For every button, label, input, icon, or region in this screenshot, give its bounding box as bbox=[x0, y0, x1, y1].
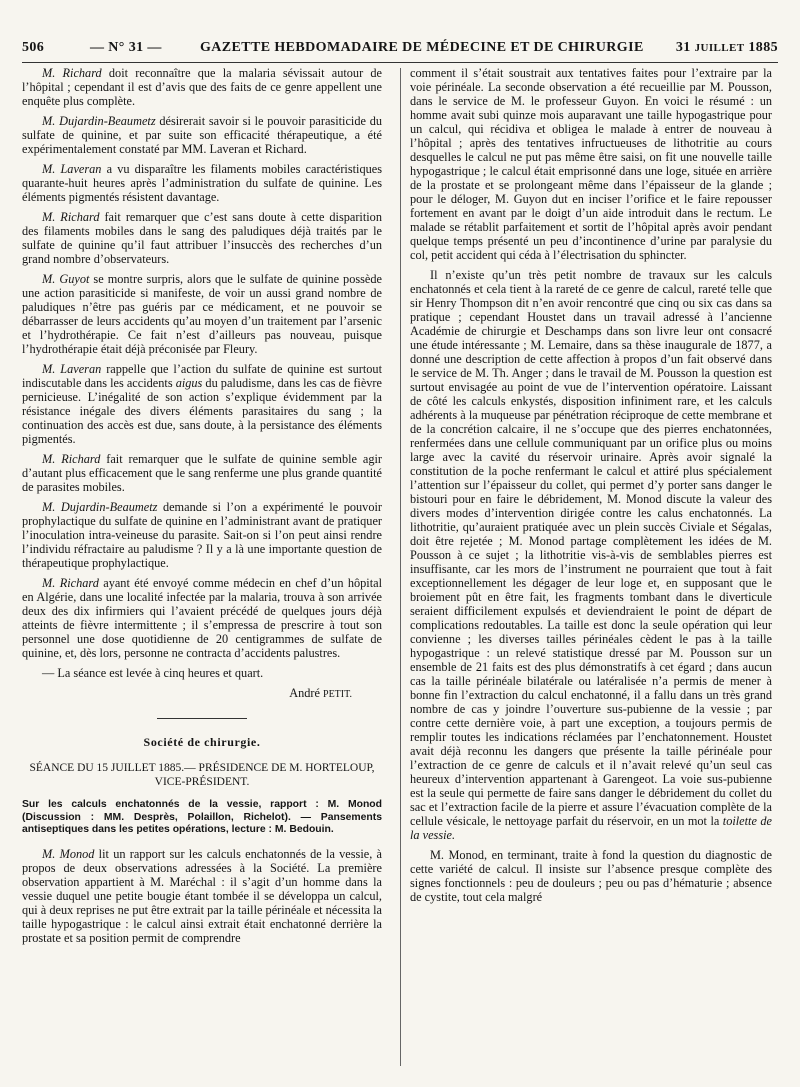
paragraph bbox=[22, 847, 382, 945]
section-title: Société de chirurgie. bbox=[143, 735, 261, 749]
paragraph-text: fait remarquer que le sulfate de quinine semble agir d’autant plus efficacement que le sang renferme une plus grande quantité de parasites mobiles. bbox=[22, 452, 382, 494]
paragraph bbox=[22, 210, 382, 266]
session-agenda: Sur les calculs enchatonnés de la vessie, rapport : M. Monod (Discussion : MM. Desprès, Polaillon, Richelot). — Pansements antiseptiques dans les petites opérations, lecture : M. Bedouin. bbox=[22, 799, 382, 835]
signature-last: PETIT. bbox=[323, 689, 352, 700]
paragraph bbox=[22, 162, 382, 204]
paragraph: comment il s’était soustrait aux tentatives faites pour l’extraire par la voie périnéale. La seconde observation a été recueillie par M. Pousson, dans le service de M. le professeur Guyon. En voici le résumé : un homme avait subi quinze mois auparavant une taille hypogastrique pour un calcul, qui récidiva et obligea le malade à entrer de nouveau à l’hôpital ; après des tentatives infructueuses de lithotritie au cours desquelles le calcul ne put pas même être saisi, on fit une nouvelle taille hypogastrique ; le calcul était emprisonné dans une loge, située en arrière de la prostate et se prolongeant même dans l’épaisseur de la glande ; pour le déloger, M. Guyon dut en inciser l’orifice et le faire repousser fortement en avant par le doigt d’un aide introduit dans le rectum. Le malade se rétablit parfaitement et sortit de l’hôpital après avoir pendant quelque temps présenté un peu d’incontinence d’urine par paralysie du col, petit accident qui céda à l’électrisation du sphincter. bbox=[410, 66, 772, 262]
speaker-name: M. Richard bbox=[42, 576, 99, 590]
speaker-name: M. Dujardin-Beaumetz bbox=[42, 500, 158, 514]
date-month: JUILLET bbox=[694, 42, 745, 54]
paragraph-text: lit un rapport sur les calculs enchatonnés de la vessie, à propos de deux observations adressées à la Société. La première observation appartient à M. Maréchal : il s’agit d’un homme dans la vessie duquel une petite bougie étant tombée il se développa un calcul, qui à deux reprises ne put être extrait par la taille périnéale et nécessita la taille hypogastrique : le calcul ainsi extrait était enchatonné derrière la prostate et sa position permit de comprendre bbox=[22, 846, 382, 945]
session-line: SÉANCE DU 15 JUILLET 1885.— PRÉSIDENCE DE M. HORTELOUP, bbox=[29, 762, 375, 774]
paragraph: M. Monod, en terminant, traite à fond la question du diagnostic de cette variété de calcul. Il insiste sur l’absence presque complète des signes fonctionnels : peu de douleurs ; peu ou pas d’hématurie ; absence de cystite, tout cela malgré bbox=[410, 848, 772, 904]
paragraph-text: désirerait savoir si le pouvoir parasiticide du sulfate de quinine, et par suite son efficacité thérapeutique, a été expérimentalement constaté par MM. Laveran et Richard. bbox=[22, 114, 382, 156]
paragraph bbox=[22, 272, 382, 356]
right-column bbox=[410, 66, 772, 910]
emphasis: toilette de la vessie. bbox=[410, 814, 772, 842]
signature bbox=[22, 686, 352, 702]
date-day: 31 bbox=[675, 40, 691, 55]
page-number: 506 bbox=[22, 40, 45, 55]
section-separator bbox=[157, 718, 247, 719]
speaker-name: M. Laveran bbox=[42, 362, 102, 376]
paragraph bbox=[22, 362, 382, 446]
issue-date bbox=[676, 40, 778, 56]
speaker-name: M. Richard bbox=[42, 452, 101, 466]
paragraph bbox=[22, 500, 382, 570]
signature-first: André bbox=[289, 686, 320, 700]
paragraph-text: fait remarquer que c’est sans doute à cette disparition des filaments mobiles dans le sang des paludiques déjà traités par le sulfate de quinine qu’il faut attribuer l’insuccès des recherches d’un grand nombre d’observateurs. bbox=[22, 210, 382, 266]
paragraph-text: se montre surpris, alors que le sulfate de quinine possède une action parasiticide si manifeste, de voir un aussi grand nombre de paludiques n’être pas guéris par ce médicament, et ne pouvoir se débarrasser de leurs accidents qu’au moyen d’un traitement par l’arsenic et l’hydrothérapie. Ce fait n’est d’ailleurs pas nouveau, puisque l’hydrothérapie était déjà préconisée par Fleury. bbox=[22, 272, 382, 356]
paragraph bbox=[22, 114, 382, 156]
page-header bbox=[22, 40, 778, 60]
paragraph-text: doit reconnaître que la malaria sévissait autour de l’hôpital ; cependant il est d’avis que des faits de ce genre appellent une enquête plus complète. bbox=[22, 66, 382, 108]
session-heading bbox=[22, 761, 382, 789]
paragraph-text: demande si l’on a expérimenté le pouvoir prophylactique du sulfate de quinine en l’administrant avant de pratiquer l’inoculation intra-veineuse du parasite. Sait-on si l’on peut ainsi rendre l’individu réfractaire au paludisme ? Il y a là une importante question de thérapeutique prophylactique. bbox=[22, 500, 382, 570]
issue-number: — N° 31 — bbox=[90, 40, 162, 55]
speaker-name: M. Dujardin-Beaumetz bbox=[42, 114, 156, 128]
header-rule bbox=[22, 62, 778, 63]
emphasis: aigus bbox=[175, 376, 203, 390]
speaker-name: M. Laveran bbox=[42, 162, 102, 176]
paragraph-text: ayant été envoyé comme médecin en chef d’un hôpital en Algérie, dans une localité infectée par la malaria, trouva à son arrivée deux des dix infirmiers qui l’avaient précédé de quelques jours déjà atteints de fièvre intermittente ; il s’empressa de prescrire à tout son personnel une dose quotidienne de 20 centigrammes de sulfate de quinine, et, dès lors, personne ne contracta d’accidents palustres. bbox=[22, 576, 382, 660]
paragraph bbox=[22, 576, 382, 660]
paragraph-text: Il n’existe qu’un très petit nombre de travaux sur les calculs enchatonnés et cela tient à la rareté de ce genre de calcul, rareté telle que sir Henry Thompson dit n’en avoir rencontré que cinq ou six cas dans sa pratique ; cependant Houstet dans un travail adressé à l’ancienne Académie de chirurgie et Deschamps dans son livre leur ont consacré une étude intéressante ; M. Lemaire, dans sa thèse inaugurale de 1877, a donné une description de cette affection à propos d’un fait observé dans le service de M. Th. Anger ; dans le travail de M. Pousson la question est surtout envisagée au point de vue de l’intervention opératoire. Laissant de côté les calculs enkystés, disposition infiniment rare, et les calculs adhérents à la muqueuse par pénétration réciproque de cette membrane et de la concrétion calcaire, il ne s’occupe que des pierres enchatonnées, renfermées dans une cellule communiquant par un orifice plus ou moins large avec la cavité du réservoir urinaire. Après avoir signalé la constitution de la poche renfermant le calcul et attiré plus spécialement l’attention sur l’épaisseur du collet, qui permet d’y porter sans danger le bistouri pour en faire le débridement, M. Monod discute la valeur des divers modes d’intervention dirigée contre les calus enchatonnés. La lithotritie, qu’auraient pratiquée avec un plein succès Civiale et Ségalas, doit être rejetée ; M. Monod partage complètement les idées de M. Pousson à ce sujet ; la lithotritie vis-à-vis de semblables pierres est insuffisante, car les mors de l’instrument ne pourraient que tout à fait exceptionnellement les dégager de leur loge et, en supposant que le broiement pût en être fait, les fragments tombant dans le diverticule seraient difficilement expulsés et deviendraient le point de départ de complications redoutables. La taille est donc la seule opération qui leur convienne ; les diverses tailles périnéales cèdent le pas à la taille hypogastrique : un relevé statistique dressé par M. Pousson sur un ensemble de 21 faits est des plus démonstratifs à cet égard ; dans aucun cas la taille périnéale bilatérale ou latéralisée n’a permis de mener à bonne fin l’extraction du calcul enchatonné, il a fallu dans un très grand nombre de cas y joindre l’ouverture sus-pubienne de la vessie ; par contre cette dernière voie, à part une exception, a toujours permis de remplir toutes les indications réclamées par l’enchatonnement. Houstet avait déjà reconnu les dangers que présente la taille périnéale pour l’extraction de ce genre de calculs et il n’avait relevé qu’un seul cas heureux d’intervention appartenant à Garengeot. La voie sus-pubienne est la seule qui permette de faire sans danger le débridement du collet du sac et l’extraction facile de la pierre et assure l’évacuation complète de la cellule vésicale, le nettoyage parfait du réservoir, en un mot la bbox=[410, 268, 772, 828]
paragraph bbox=[22, 66, 382, 108]
paragraph-text: a vu disparaître les filaments mobiles caractéristiques quarante-huit heures après l’administration du sulfate de quinine. Les éléments pigmentés résistent davantage. bbox=[22, 162, 383, 204]
session-line: VICE-PRÉSIDENT. bbox=[154, 776, 250, 788]
speaker-name: M. Guyot bbox=[42, 272, 90, 286]
left-column bbox=[22, 66, 382, 951]
paragraph bbox=[410, 268, 772, 842]
paragraph-text: du paludisme, dans les cas de fièvre pernicieuse. L’inégalité de son action s’explique évidemment par la résistance inégale des divers éléments parasitaires du sang ; la continuation des accès est due, sans doute, à la persistance des éléments pigmentés. bbox=[22, 376, 382, 446]
speaker-name: M. Monod bbox=[42, 846, 95, 861]
paragraph bbox=[22, 452, 382, 494]
date-year: 1885 bbox=[748, 40, 778, 55]
paragraph-text: rappelle que l’action du sulfate de quinine est surtout indiscutable dans les accidents bbox=[22, 362, 382, 390]
closing-line: — La séance est levée à cinq heures et quart. bbox=[42, 666, 264, 680]
speaker-name: M. Richard bbox=[42, 210, 100, 224]
speaker-name: M. Richard bbox=[42, 66, 102, 80]
column-divider bbox=[400, 68, 401, 1066]
journal-title: GAZETTE HEBDOMADAIRE DE MÉDECINE ET DE CHIRURGIE bbox=[200, 40, 644, 55]
